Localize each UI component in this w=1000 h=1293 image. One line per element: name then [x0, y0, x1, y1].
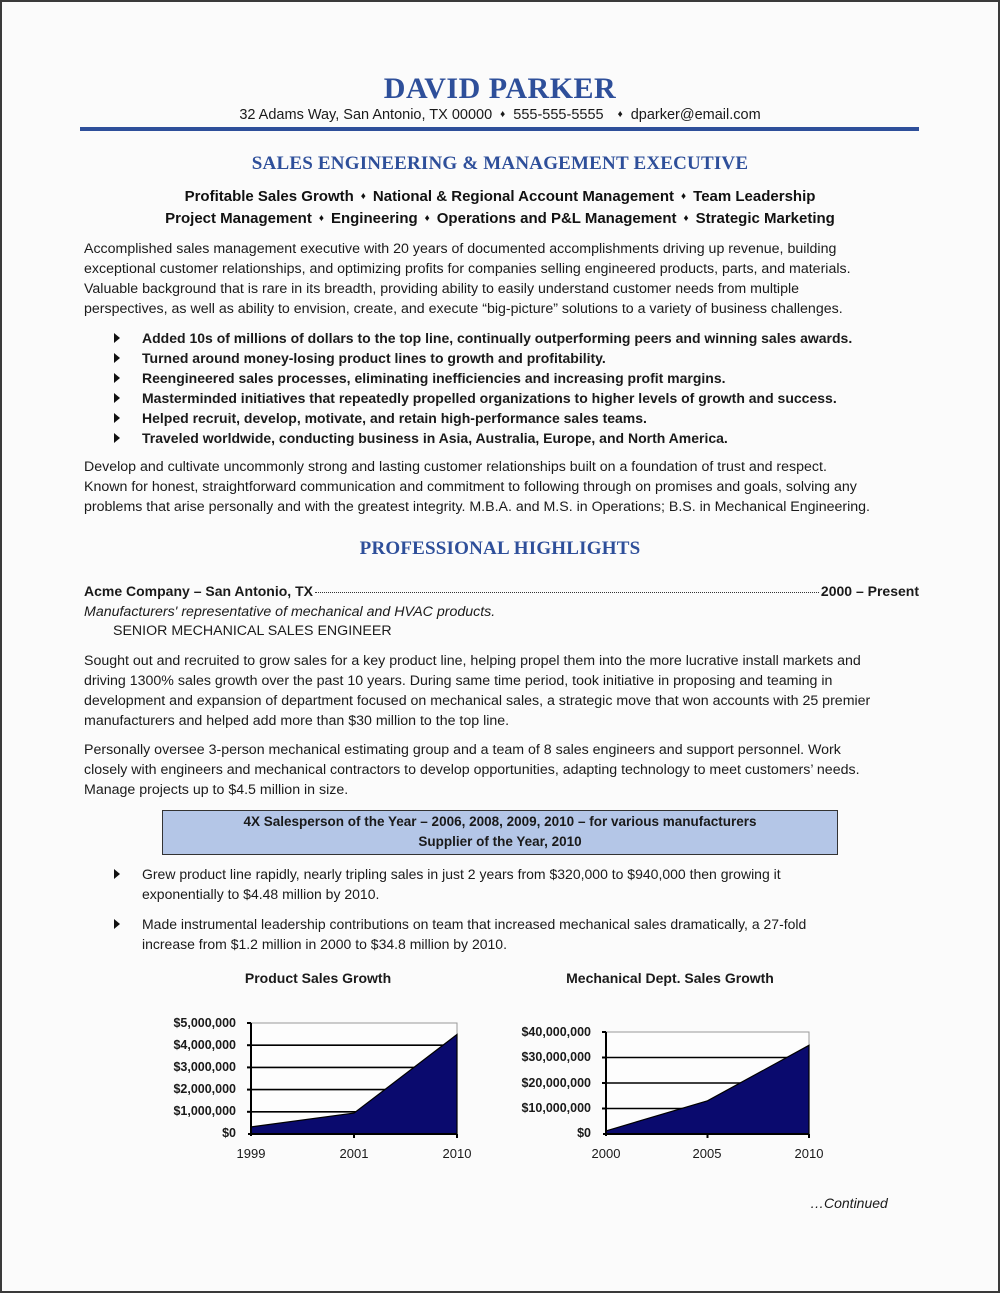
diamond-icon: ♦	[424, 213, 430, 224]
x-tick: 1999	[236, 1146, 266, 1161]
mechanical-sales-area-chart	[601, 1029, 815, 1142]
job-paragraph-2	[84, 740, 920, 800]
achievement-text: Reengineered sales processes, eliminating inefficiencies and increasing profit margins.	[142, 370, 726, 386]
text-line: manufacturers and helped add more than $30 million to the top line.	[84, 713, 510, 729]
summary-intro	[84, 239, 920, 319]
skill: Project Management	[165, 210, 312, 227]
skill: Team Leadership	[693, 188, 816, 205]
arrow-bullet-icon	[114, 373, 120, 383]
list-item	[112, 914, 902, 954]
arrow-bullet-icon	[114, 869, 120, 879]
text-line: Manage projects up to $4.5 million in size.	[84, 782, 349, 798]
text-line: Valuable background that is rare in its breadth, providing ability to easily understand customer needs from multiple	[84, 281, 800, 297]
skill: Profitable Sales Growth	[184, 188, 354, 205]
y-tick: $40,000,000	[521, 1025, 591, 1039]
skills-row-1	[0, 188, 1000, 205]
text-line: Accomplished sales management executive with 20 years of documented accomplishments driving up revenue, building	[84, 241, 837, 257]
achievements-list	[112, 328, 902, 448]
y-tick: $3,000,000	[173, 1060, 236, 1074]
text-line: Grew product line rapidly, nearly tripling sales in just 2 years from $320,000 to $940,000 then growing it	[142, 866, 781, 882]
arrow-bullet-icon	[114, 393, 120, 403]
diamond-icon: ♦	[360, 191, 366, 202]
skill: National & Regional Account Management	[372, 188, 675, 205]
list-item	[112, 368, 902, 388]
diamond-icon: ♦	[681, 191, 687, 202]
y-tick: $2,000,000	[173, 1082, 236, 1096]
text-line: Personally oversee 3-person mechanical estimating group and a team of 8 sales engineers and support personnel. Work	[84, 742, 841, 758]
contact-line	[0, 107, 1000, 123]
text-line: development and expansion of department focused on mechanical sales, a strategic move that won accounts with 25 premier	[84, 693, 871, 709]
award-line: 4X Salesperson of the Year – 2006, 2008, 2009, 2010 – for various manufacturers	[243, 814, 757, 829]
list-item	[112, 388, 902, 408]
x-tick: 2000	[591, 1146, 621, 1161]
achievement-text: Turned around money-losing product lines to growth and profitability.	[142, 350, 606, 366]
dotted-leader	[315, 592, 819, 593]
job-dates: 2000 – Present	[820, 583, 919, 599]
text-line: perspectives, as well as ability to envision, create, and execute “big-picture” solutions to a variety of business challenges.	[84, 301, 843, 317]
continued-note: …Continued	[810, 1195, 888, 1211]
text-line: driving 1300% sales growth over the past 10 years. During same time period, took initiative in proposing and teaming in	[84, 673, 833, 689]
header-divider	[80, 127, 919, 131]
skill: Strategic Marketing	[695, 210, 835, 227]
text-line: Made instrumental leadership contributions on team that increased mechanical sales dramatically, a 27-fold	[142, 916, 807, 932]
y-tick: $4,000,000	[173, 1038, 236, 1052]
company-description: Manufacturers' representative of mechanical and HVAC products.	[84, 604, 496, 620]
text-line: increase from $1.2 million in 2000 to $34.8 million by 2010.	[142, 936, 507, 952]
y-tick: $5,000,000	[173, 1016, 236, 1030]
achievement-text: Helped recruit, develop, motivate, and retain high-performance sales teams.	[142, 410, 647, 426]
address: 32 Adams Way, San Antonio, TX 00000	[239, 107, 493, 123]
text-line: exponentially to $4.48 million by 2010.	[142, 886, 380, 902]
y-tick: $0	[577, 1126, 591, 1140]
arrow-bullet-icon	[114, 413, 120, 423]
achievement-text: Masterminded initiatives that repeatedly propelled organizations to higher levels of growth and success.	[142, 390, 837, 406]
x-tick: 2010	[794, 1146, 824, 1161]
list-item	[112, 348, 902, 368]
text-line: Sought out and recruited to grow sales for a key product line, helping propel them into the more lucrative install markets and	[84, 653, 861, 669]
achievement-text: Traveled worldwide, conducting business in Asia, Australia, Europe, and North America.	[142, 430, 728, 446]
skill: Operations and P&L Management	[436, 210, 677, 227]
list-item	[112, 864, 902, 904]
achievement-text: Added 10s of millions of dollars to the top line, continually outperforming peers and winning sales awards.	[142, 330, 853, 346]
chart-title-product-sales: Product Sales Growth	[244, 970, 392, 986]
candidate-name: DAVID PARKER	[383, 72, 617, 105]
y-tick: $10,000,000	[521, 1101, 591, 1115]
y-tick: $1,000,000	[173, 1104, 236, 1118]
y-tick: $20,000,000	[521, 1076, 591, 1090]
company: Acme Company – San Antonio, TX	[84, 583, 313, 599]
awards-box	[162, 810, 838, 855]
job-paragraph-1	[84, 651, 920, 731]
list-item	[112, 428, 902, 448]
arrow-bullet-icon	[114, 919, 120, 929]
x-tick: 2001	[339, 1146, 369, 1161]
text-line: problems that arise personally and with the greatest integrity. M.B.A. and M.S. in Operations; B.S. in Mechanical Engineering.	[84, 499, 870, 515]
x-tick: 2010	[442, 1146, 472, 1161]
summary-title: SALES ENGINEERING & MANAGEMENT EXECUTIVE	[251, 153, 749, 174]
separator-icon: ♦	[617, 109, 623, 120]
y-tick: $0	[222, 1126, 236, 1140]
product-sales-area-chart	[246, 1020, 462, 1142]
text-line: Known for honest, straightforward communication and commitment to following through on promises and goals, solving any	[84, 479, 857, 495]
text-line: exceptional customer relationships, and optimizing profits for companies selling engineered products, parts, and materials.	[84, 261, 851, 277]
skill: Engineering	[330, 210, 418, 227]
diamond-icon: ♦	[318, 213, 324, 224]
diamond-icon: ♦	[683, 213, 689, 224]
arrow-bullet-icon	[114, 433, 120, 443]
list-item	[112, 408, 902, 428]
job-position: SENIOR MECHANICAL SALES ENGINEER	[113, 623, 392, 639]
award-line: Supplier of the Year, 2010	[418, 834, 582, 849]
summary-closing	[84, 457, 920, 517]
text-line: closely with engineers and mechanical contractors to develop opportunities, adapting technology to meet customers’ needs.	[84, 762, 860, 778]
skills-row-2	[0, 210, 1000, 227]
chart-title-mechanical-sales: Mechanical Dept. Sales Growth	[566, 970, 774, 986]
arrow-bullet-icon	[114, 333, 120, 343]
separator-icon: ♦	[500, 109, 506, 120]
phone: 555-555-5555	[513, 107, 604, 123]
y-tick: $30,000,000	[521, 1050, 591, 1064]
job-header	[84, 583, 919, 599]
x-tick: 2005	[692, 1146, 722, 1161]
arrow-bullet-icon	[114, 353, 120, 363]
list-item	[112, 328, 902, 348]
text-line: Develop and cultivate uncommonly strong and lasting customer relationships built on a foundation of trust and respect.	[84, 459, 827, 475]
email-link[interactable]: dparker@email.com	[630, 107, 761, 123]
job-bullets	[112, 864, 902, 954]
highlights-title: PROFESSIONAL HIGHLIGHTS	[359, 538, 641, 559]
